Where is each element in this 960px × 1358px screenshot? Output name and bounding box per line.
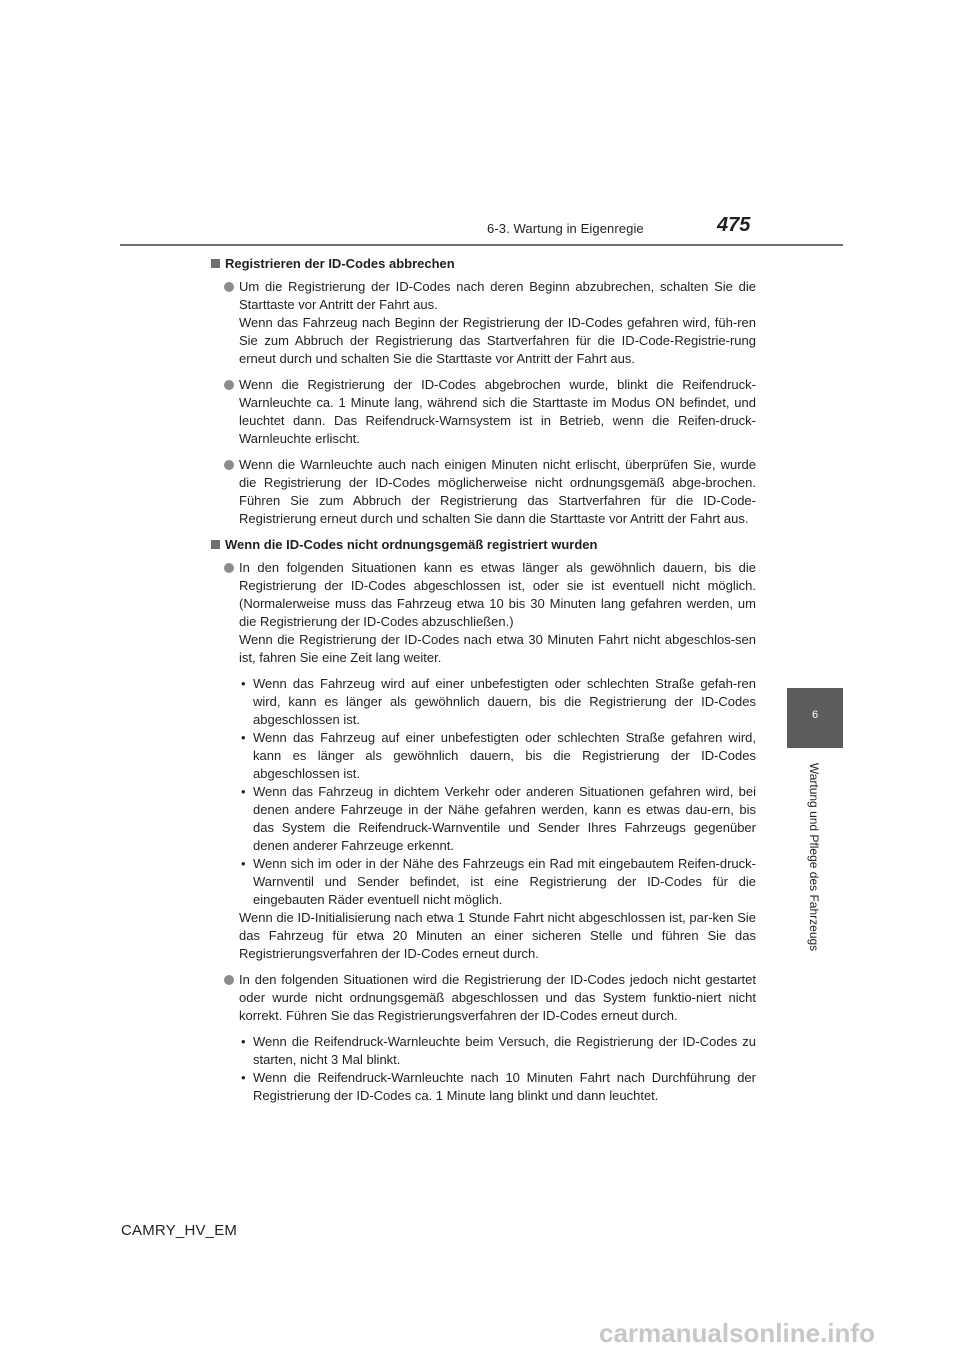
watermark: carmanualsonline.info	[599, 1318, 875, 1348]
sub-item-text: Wenn sich im oder in der Nähe des Fahrzeugs ein Rad mit eingebautem Reifen-druck-Warnventil und Sender befindet, ist eine Registrierung der ID-Codes für die eingebauten Räder eventuell nicht möglich.	[253, 856, 756, 907]
sub-item	[211, 675, 756, 729]
sub-item-text: Wenn das Fahrzeug in dichtem Verkehr oder anderen Situationen gefahren wird, bei denen andere Fahrzeuge in der Nähe gefahren werden, kann es etwas dau-ern, bis das System die Reifendruck-Warnventile und Sender Ihres Fahrzeugs gegenüber denen anderer Fahrzeuge erkennt.	[253, 784, 756, 853]
page-number: 475	[717, 214, 751, 236]
section-heading	[211, 536, 756, 554]
square-bullet-icon	[211, 259, 220, 268]
chapter-number: 6	[811, 709, 819, 721]
paragraph: Wenn die ID-Initialisierung nach etwa 1 Stunde Fahrt nicht abgeschlossen ist, par-ken Sie das Fahrzeug für etwa 20 Minuten an einer sicheren Stelle und führen Sie das Registrierungsverfahren der ID-Codes erneut durch.	[239, 910, 756, 961]
paragraph: Wenn die Warnleuchte auch nach einigen Minuten nicht erlischt, überprüfen Sie, wurde die Registrierung der ID-Codes möglicherweise nicht ordnungsgemäß abge-brochen. Führen Sie zum Abbruch der Registrierung das Startverfahren für die ID-Code-Registrierung erneut durch und schalten Sie dann die Starttaste vor Antritt der Fahrt aus.	[239, 457, 756, 526]
sub-item	[211, 783, 756, 855]
sub-item-text: Wenn die Reifendruck-Warnleuchte nach 10 Minuten Fahrt nach Durchführung der Registrierung der ID-Codes ca. 1 Minute lang blinkt und dann leuchtet.	[253, 1070, 756, 1103]
list-item	[211, 971, 756, 1025]
list-item	[211, 278, 756, 368]
section-title: 6-3. Wartung in Eigenregie	[487, 221, 644, 236]
section-heading	[211, 255, 756, 273]
page-content	[211, 255, 756, 1105]
paragraph: In den folgenden Situationen kann es etwas länger als gewöhnlich dauern, bis die Registrierung der ID-Codes abgeschlossen ist, oder sie ist eventuell nicht möglich. (Normalerweise muss das Fahrzeug etwa 10 bis 30 Minuten lang gefahren werden, um die Registrierung der ID-Codes abzuschließen.)	[239, 560, 756, 629]
circle-bullet-icon	[224, 282, 234, 292]
heading-text: Registrieren der ID-Codes abbrechen	[225, 256, 455, 271]
document-code: CAMRY_HV_EM	[121, 1222, 238, 1239]
sub-item	[211, 1069, 756, 1105]
sub-bullet-mark: •	[241, 784, 246, 799]
sub-item	[211, 729, 756, 783]
sub-bullet-mark: •	[241, 730, 246, 745]
circle-bullet-icon	[224, 563, 234, 573]
header-divider	[120, 244, 843, 246]
sub-bullet-mark: •	[241, 856, 246, 871]
sub-bullet-mark: •	[241, 1070, 246, 1085]
chapter-title: Wartung und Pflege des Fahrzeugs	[807, 762, 821, 952]
list-item	[211, 376, 756, 448]
paragraph: In den folgenden Situationen wird die Registrierung der ID-Codes jedoch nicht gestartet oder wurde nicht ordnungsgemäß abgeschlossen und das System funktio-niert nicht korrekt. Führen Sie das Registrierungsverfahren der ID-Codes erneut durch.	[239, 972, 756, 1023]
paragraph: Wenn die Registrierung der ID-Codes nach etwa 30 Minuten Fahrt nicht abgeschlos-sen ist, fahren Sie eine Zeit lang weiter.	[239, 632, 756, 665]
sub-item	[211, 1033, 756, 1069]
square-bullet-icon	[211, 540, 220, 549]
sub-item	[211, 855, 756, 909]
circle-bullet-icon	[224, 460, 234, 470]
heading-text: Wenn die ID-Codes nicht ordnungsgemäß registriert wurden	[225, 537, 598, 552]
circle-bullet-icon	[224, 380, 234, 390]
list-item	[211, 559, 756, 667]
chapter-tab	[787, 688, 843, 748]
sub-item-text: Wenn das Fahrzeug wird auf einer unbefestigten oder schlechten Straße gefah-ren wird, kann es länger als gewöhnlich dauern, bis die Registrierung der ID-Codes abgeschlossen ist.	[253, 676, 756, 727]
sub-item-text: Wenn das Fahrzeug auf einer unbefestigten oder schlechten Straße gefahren wird, kann es länger als gewöhnlich dauern, bis die Registrierung der ID-Codes abgeschlossen ist.	[253, 730, 756, 781]
chapter-title-vertical	[806, 752, 822, 962]
sub-bullet-mark: •	[241, 1034, 246, 1049]
sub-item-text: Wenn die Reifendruck-Warnleuchte beim Versuch, die Registrierung der ID-Codes zu starten, nicht 3 Mal blinkt.	[253, 1034, 756, 1067]
sub-bullet-mark: •	[241, 676, 246, 691]
paragraph: Wenn die Registrierung der ID-Codes abgebrochen wurde, blinkt die Reifendruck-Warnleuchte ca. 1 Minute lang, während sich die Starttaste im Modus ON befindet, und leuchtet dann. Das Reifendruck-Warnsystem ist in Betrieb, wenn die Reifen-druck-Warnleuchte erlischt.	[239, 377, 756, 446]
paragraph: Wenn das Fahrzeug nach Beginn der Registrierung der ID-Codes gefahren wird, füh-ren Sie zum Abbruch der Registrierung das Startverfahren für die ID-Code-Registrie-rung erneut durch und schalten Sie die Starttaste vor Antritt der Fahrt aus.	[239, 315, 756, 366]
paragraph: Um die Registrierung der ID-Codes nach deren Beginn abzubrechen, schalten Sie die Starttaste vor Antritt der Fahrt aus.	[239, 279, 756, 312]
circle-bullet-icon	[224, 975, 234, 985]
list-item	[211, 456, 756, 528]
